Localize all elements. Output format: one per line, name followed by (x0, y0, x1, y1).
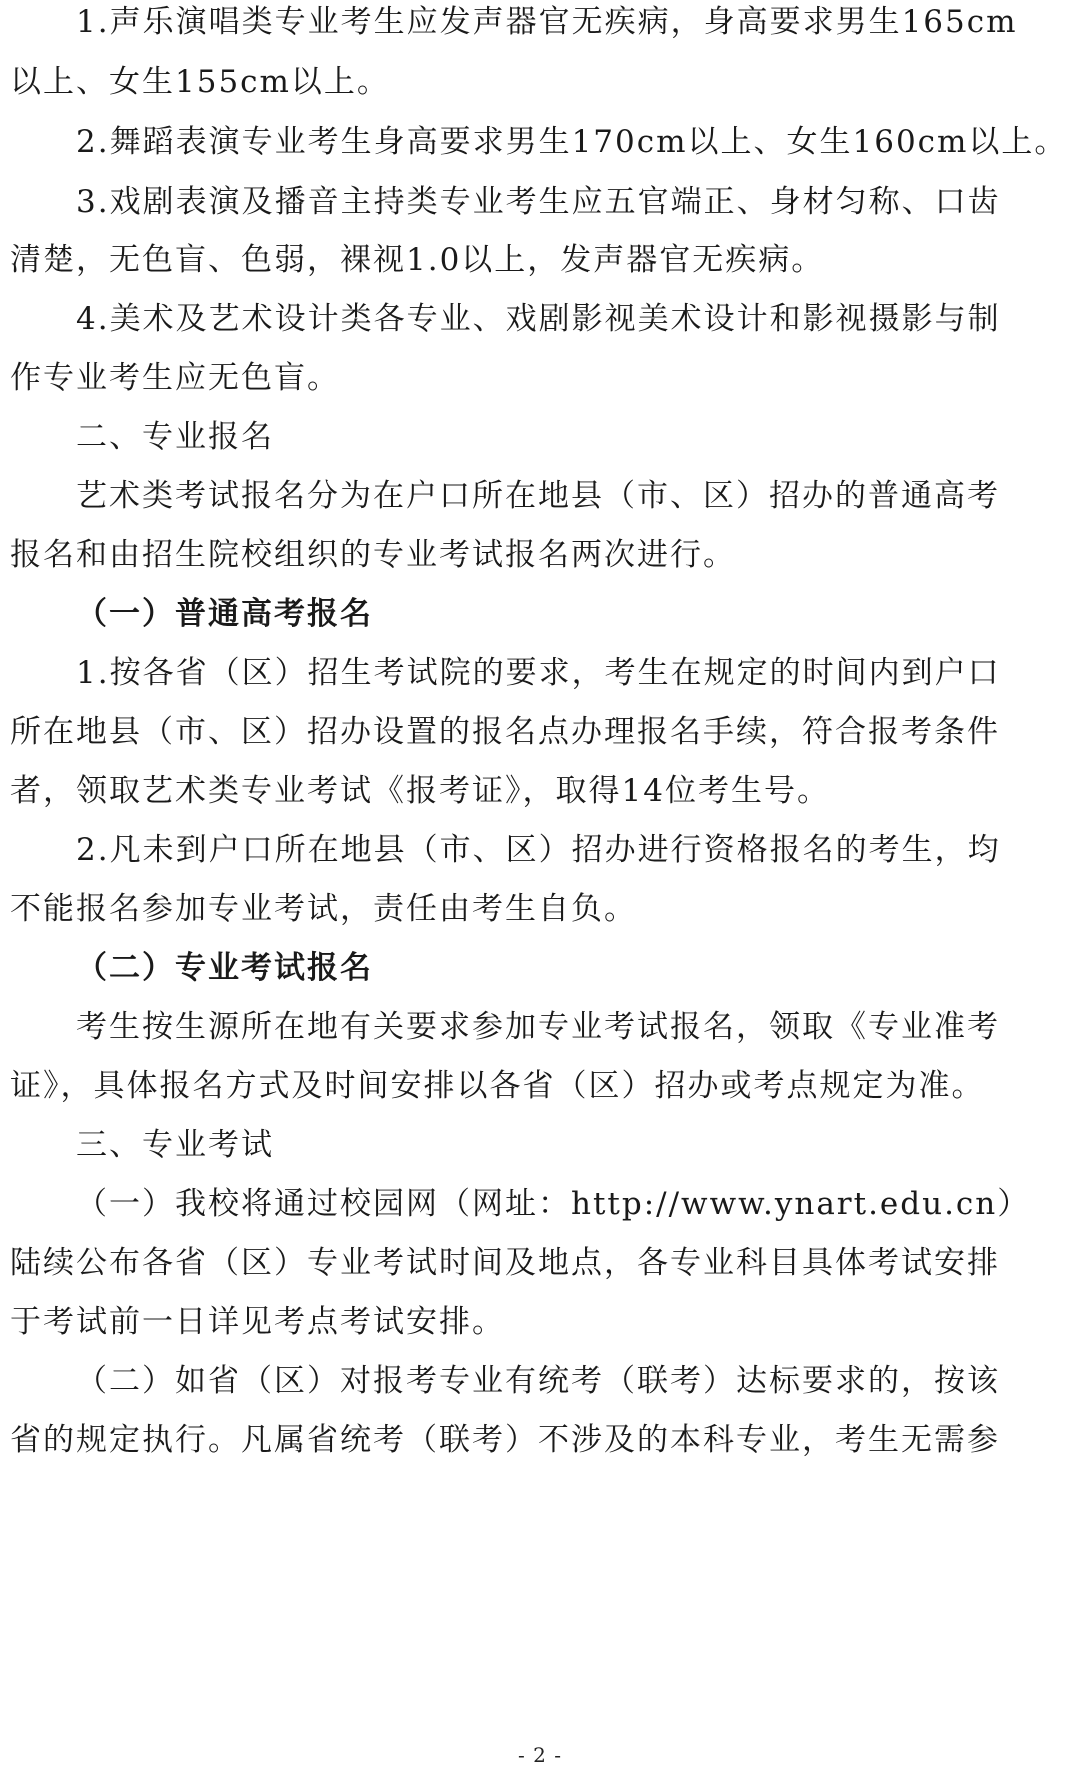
exam-item-2: （二）如省（区）对报考专业有统考（联考）达标要求的，按该 (76, 1363, 1000, 1399)
registration-intro: 艺术类考试报名分为在户口所在地县（市、区）招办的普通高考 (76, 478, 1000, 514)
section-heading-registration: 二、专业报名 (76, 419, 274, 455)
page-number: - 2 - (518, 1743, 562, 1767)
item-dance-requirement: 2.舞蹈表演专业考生身高要求男生170cm以上、女生160cm以上。 (76, 124, 1068, 160)
general-registration-item-1-cont2: 者，领取艺术类专业考试《报考证》，取得14位考生号。 (10, 773, 830, 809)
item-drama-requirement-cont: 清楚，无色盲、色弱，裸视1.0以上，发声器官无疾病。 (10, 242, 825, 278)
exam-item-1-cont: 陆续公布各省（区）专业考试时间及地点，各专业科目具体考试安排 (10, 1245, 1000, 1281)
general-registration-item-2: 2.凡未到户口所在地县（市、区）招办进行资格报名的考生，均 (76, 832, 1001, 868)
item-vocal-requirement-cont: 以上、女生155cm以上。 (10, 64, 390, 100)
exam-item-2-cont: 省的规定执行。凡属省统考（联考）不涉及的本科专业，考生无需参 (10, 1422, 1000, 1458)
general-registration-item-1-cont: 所在地县（市、区）招办设置的报名点办理报名手续，符合报考条件 (10, 714, 1000, 750)
general-registration-item-2-cont: 不能报名参加专业考试，责任由考生自负。 (10, 891, 637, 927)
subheading-professional-registration: （二）专业考试报名 (76, 950, 373, 986)
item-art-requirement-cont: 作专业考生应无色盲。 (10, 360, 340, 396)
professional-registration-text-cont: 证》，具体报名方式及时间安排以各省（区）招办或考点规定为准。 (10, 1068, 985, 1104)
item-vocal-requirement: 1.声乐演唱类专业考生应发声器官无疾病，身高要求男生165cm (76, 4, 1018, 40)
subheading-general-registration: （一）普通高考报名 (76, 596, 373, 632)
general-registration-item-1: 1.按各省（区）招生考试院的要求，考生在规定的时间内到户口 (76, 655, 1001, 691)
exam-item-1-cont2: 于考试前一日详见考点考试安排。 (10, 1304, 505, 1340)
section-heading-exam: 三、专业考试 (76, 1127, 274, 1163)
professional-registration-text: 考生按生源所在地有关要求参加专业考试报名，领取《专业准考 (76, 1009, 1000, 1045)
registration-intro-cont: 报名和由招生院校组织的专业考试报名两次进行。 (10, 537, 736, 573)
item-art-requirement: 4.美术及艺术设计类各专业、戏剧影视美术设计和影视摄影与制 (76, 301, 1001, 337)
exam-item-1: （一）我校将通过校园网（网址：http://www.ynart.edu.cn） (76, 1186, 1031, 1222)
item-drama-requirement: 3.戏剧表演及播音主持类专业考生应五官端正、身材匀称、口齿 (76, 184, 1001, 220)
